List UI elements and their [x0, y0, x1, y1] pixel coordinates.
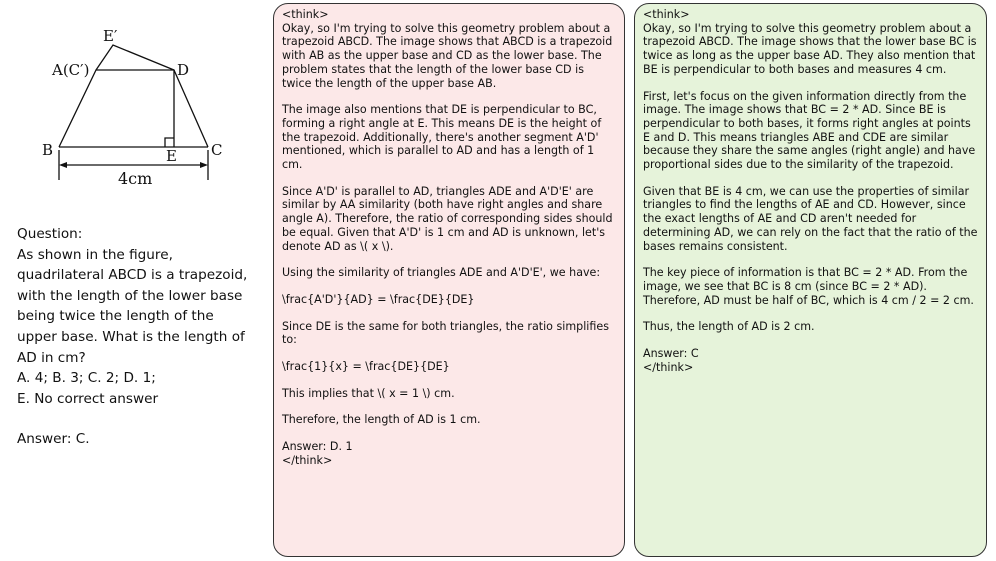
- reasoning-paragraph: Thus, the length of AD is 2 cm.: [643, 320, 815, 334]
- question-answer: Answer: C.: [17, 431, 90, 448]
- question-line: upper base. What is the length of: [17, 328, 245, 345]
- trapezoid-outline: [59, 70, 208, 147]
- question-line: A. 4; B. 3; C. 2; D. 1;: [17, 370, 156, 387]
- reasoning-paragraph: \frac{A'D'}{AD} = \frac{DE}{DE}: [282, 292, 475, 306]
- reasoning-paragraph: Therefore, the length of AD is 1 cm.: [282, 413, 481, 427]
- question-line: with the length of the lower base: [17, 287, 243, 304]
- folded-triangle: [96, 45, 174, 70]
- label-e: E: [166, 147, 177, 165]
- question-line: AD in cm?: [17, 349, 86, 366]
- reasoning-panel-right: [634, 3, 987, 557]
- right-angle-marker: [165, 138, 174, 147]
- question-line: As shown in the figure,: [17, 246, 173, 263]
- label-length: 4cm: [118, 169, 153, 188]
- dimension-arrow-left: [59, 162, 67, 168]
- reasoning-paragraph: \frac{1}{x} = \frac{DE}{DE}: [282, 360, 450, 374]
- trapezoid-figure: [0, 0, 270, 200]
- question-line: Question:: [17, 226, 83, 242]
- reasoning-panel-left: [273, 3, 625, 557]
- reasoning-paragraph: Given that BE is 4 cm, we can use the properties of similar triangles to find the lengths of AE and CD. However, since the exact lengths of AE and CD aren't needed for determining AD, we can rely on the fact that the ratio of the bases remains consistent.: [643, 184, 981, 253]
- label-d: D: [177, 61, 190, 79]
- reasoning-paragraph: <think> Okay, so I'm trying to solve this geometry problem about a trapezoid ABCD. The image shows that ABCD is a trapezoid with AB as the upper base and CD as the lower base. The problem states that the length of the lower base CD is twice the length of the upper base AB.: [282, 8, 613, 90]
- question-line: E. No correct answer: [17, 390, 159, 407]
- label-b: B: [42, 141, 54, 159]
- label-a-c-prime: A(C′): [52, 61, 90, 79]
- dimension-arrow-right: [200, 162, 208, 168]
- reasoning-answer: Answer: D. 1 </think>: [282, 440, 353, 467]
- reasoning-paragraph: The key piece of information is that BC = 2 * AD. From the image, we see that BC is 8 cm (since BC = 2 * AD). Therefore, AD must be half of BC, which is 4 cm / 2 = 2 cm.: [643, 266, 974, 307]
- question-block: [17, 224, 262, 450]
- label-e-prime: E′: [103, 27, 118, 45]
- reasoning-paragraph: Since A'D' is parallel to AD, triangles ADE and A'D'E' are similar by AA similarity (both have right angles and share angle A). Therefore, the ratio of corresponding sides should be equal. Given that A'D' is 1 cm and AD is unknown, let's denote AD as \( x \).: [282, 184, 617, 253]
- reasoning-paragraph: This implies that \( x = 1 \) cm.: [282, 386, 455, 400]
- reasoning-paragraph: <think> Okay, so I'm trying to solve this geometry problem about a trapezoid ABCD. The image shows that the lower base BC is twice as long as the upper base AD. They also mention that BE is perpendicular to both bases and measures 4 cm.: [643, 8, 977, 76]
- question-line: being twice the length of the: [17, 308, 214, 325]
- question-line: quadrilateral ABCD is a trapezoid,: [17, 267, 248, 284]
- reasoning-paragraph: Since DE is the same for both triangles, the ratio simplifies to:: [282, 319, 613, 347]
- reasoning-answer: Answer: C </think>: [643, 347, 699, 374]
- label-c: C: [211, 141, 223, 159]
- reasoning-paragraph: The image also mentions that DE is perpendicular to BC, forming a right angle at E. This means DE is the height of the trapezoid. Additionally, there's another segment A'D' mentioned, which is parallel to AD and has a length of 1 cm.: [282, 103, 605, 172]
- reasoning-paragraph: First, let's focus on the given information directly from the image. The image shows that BC = 2 * AD. Since BE is perpendicular to both bases, it forms right angles at points E and D. This means triangles ABE and CDE are similar because they share the same angles (right angle) and have proportional sides due to the similarity of the trapezoid.: [643, 89, 979, 172]
- reasoning-paragraph: Using the similarity of triangles ADE and A'D'E', we have:: [282, 266, 601, 280]
